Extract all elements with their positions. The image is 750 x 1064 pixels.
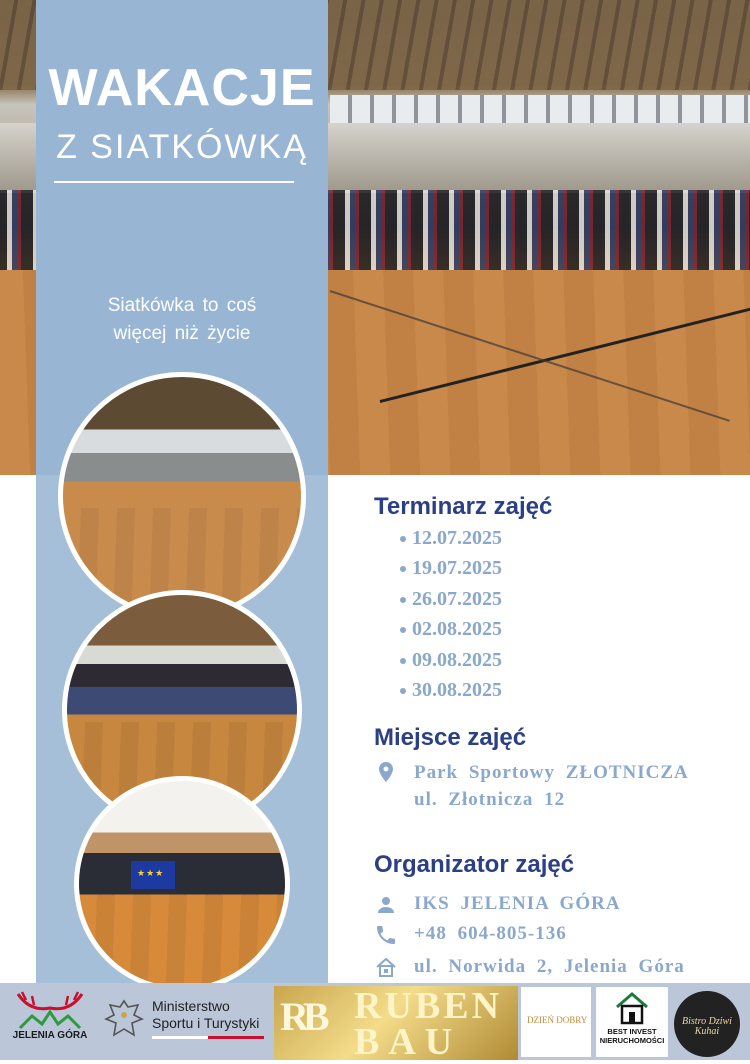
organizer-name: IKS JELENIA GÓRA — [414, 893, 621, 914]
tagline-line2: więcej niż życie — [113, 323, 251, 344]
person-icon — [374, 893, 398, 917]
schedule-date: 19.07.2025 — [412, 557, 502, 579]
jelenia-gora-text: JELENIA GÓRA — [12, 1030, 88, 1041]
location-line1: Park Sportowy ZŁOTNICZA — [414, 762, 689, 783]
jelenia-gora-logo — [10, 988, 90, 1048]
bistro-logo — [674, 991, 740, 1057]
tagline — [36, 292, 328, 348]
schedule-date: 09.08.2025 — [412, 649, 502, 671]
home-icon — [374, 956, 398, 980]
schedule-heading: Terminarz zajęć — [374, 493, 553, 520]
ministry-logo — [152, 998, 259, 1032]
eu-flag — [131, 861, 175, 889]
title-divider — [54, 181, 294, 183]
house-logo-icon — [614, 991, 650, 1025]
schedule-date: 12.07.2025 — [412, 527, 502, 549]
antlers-icon — [10, 988, 90, 1030]
ministry-line1: Ministerstwo — [152, 998, 230, 1014]
gym-windows — [330, 95, 750, 123]
organizer-address: ul. Norwida 2, Jelenia Góra — [414, 956, 685, 977]
ruben-bau-monogram: RB — [280, 994, 324, 1039]
ruben-bau-line2: BAU — [354, 1021, 462, 1063]
best-invest-logo — [596, 987, 668, 1057]
schedule-date: 30.08.2025 — [412, 679, 502, 701]
tagline-line1: Siatkówka to coś — [107, 295, 257, 316]
best-invest-text: BEST INVEST NIERUCHOMOŚCI — [599, 1027, 665, 1045]
organizer-phone: +48 604-805-136 — [414, 923, 567, 944]
schedule-date: 26.07.2025 — [412, 588, 502, 610]
eagle-emblem-icon — [104, 997, 144, 1041]
photo-circle-gym — [58, 372, 306, 620]
bistro-text: Bistro Dziwi Kuhai — [682, 1016, 732, 1037]
ministry-line2: Sportu i Turystyki — [152, 1015, 260, 1031]
dzien-dobry-text: DZIEŃ DOBRY — [527, 1015, 588, 1025]
ministry-flag-bar — [152, 1036, 264, 1039]
location-heading: Miejsce zajęć — [374, 724, 527, 751]
location-pin-icon — [374, 760, 398, 784]
dzien-dobry-logo — [521, 987, 591, 1057]
page-title: WAKACJE — [48, 59, 316, 117]
page-subtitle: Z SIATKÓWKĄ — [56, 128, 308, 166]
phone-icon — [374, 923, 398, 947]
location-line2: ul. Złotnicza 12 — [414, 789, 566, 810]
schedule-date: 02.08.2025 — [412, 618, 502, 640]
photo-circle-group — [74, 776, 290, 992]
organizer-heading: Organizator zajęć — [374, 851, 575, 878]
ruben-bau-line1: RUBEN — [354, 985, 503, 1027]
